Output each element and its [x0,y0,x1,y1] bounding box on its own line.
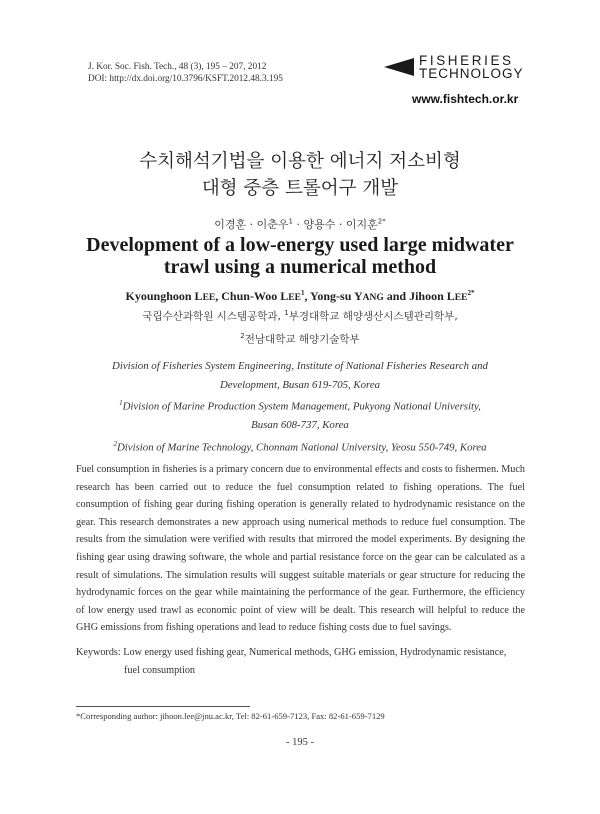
korean-author-4: 이지훈 [345,218,378,231]
page-number: - 195 - [286,737,314,748]
abstract: Fuel consumption in fisheries is a primary concern due to environmental effects and costs to fishermen. Much research has been carried out to reduce the fuel consumption related to fishing operations. The fuel consumption of fishing gear during fishing operation is generally related to hydrodynamic resistance on the gear. This research demonstrates a new approach using numerical methods to reduce fuel consumption. The results from the simulation were verified with results that mirrored the model experiments. By designing the fishing gear using drawing software, the whole and partial resistance force on the gear can be calculated as a result of simulations. The simulation results will suggest suitable materials or gear structure for reducing the hydrodynamic forces on the gear while maintaining the performance of the gear. Furthermore, the efficiency of low energy used trawl as economic point of view will be dealt. This research will helpful to reduce the GHG emissions from fishing operations and lead to reduce fishing costs due to fuel savings. [76,464,525,634]
english-title [0,234,600,278]
korean-author-1: 이경훈 [214,218,247,231]
author-surname: L [194,289,203,303]
author-surname: L [446,289,455,303]
author-separator: · [335,218,346,231]
author-surname: L [280,289,289,303]
affiliation-text: 국립수산과학원 시스템공학과, [142,310,285,323]
author-surname: Y [353,289,363,303]
english-authors [0,289,600,304]
author-name: and Jihoon [383,289,447,303]
journal-url: www.fishtech.or.kr [412,92,519,106]
english-affiliations [0,357,600,457]
affiliation-line: Busan 608-737, Korea [251,419,349,432]
affiliation-line: Development, Busan 619-705, Korea [219,378,381,391]
author-separator: · [246,218,257,231]
journal-citation: J. Kor. Soc. Fish. Tech., 48 (3), 195 – 207, 2012 [88,62,267,72]
author-superscript: 2* [467,289,475,297]
affiliation-line: Division of Fisheries System Engineering, Institute of National Fisheries Research and [112,360,488,372]
author-surname: EE [288,293,301,303]
keywords [76,644,525,679]
logo-line2: TECHNOLOGY [419,66,524,81]
journal-doi: DOI: http://dx.doi.org/10.3796/KSFT.2012.48.3.195 [88,74,283,84]
korean-authors [0,216,600,232]
author-superscript: 1 [288,217,293,226]
author-surname: ANG [362,293,384,303]
affiliation-superscript: 2 [240,331,245,340]
author-surname: EE [202,293,216,303]
journal-logo [384,54,524,108]
author-superscript: 1 [300,289,305,297]
footnote-divider [76,706,250,707]
affiliation-text: 부경대학교 해양생산시스템관리학부, [288,310,458,323]
korean-author-2: 이춘우 [256,218,289,231]
fish-logo-icon [384,58,414,76]
english-title-line1: Development of a low-energy used large midwater [86,234,514,256]
affiliation-superscript: 1 [119,399,123,407]
keywords-label: Keywords: [76,647,124,658]
affiliation-line [0,435,600,457]
journal-citation-block [88,61,283,85]
korean-affiliation-line2 [0,327,600,350]
corresponding-author-footnote: *Corresponding author: jihoon.lee@jnu.ac.kr, Tel: 82-61-659-7123, Fax: 82-61-659-7129 [76,711,385,721]
author-name: , Chun-Woo [215,289,281,303]
affiliation-text: Division of Marine Production System Management, Pukyong National University, [122,400,481,413]
affiliation-text: Division of Marine Technology, Chonnam National University, Yeosu 550-749, Korea [117,441,487,454]
korean-affiliation-line1 [0,304,600,327]
affiliation-superscript: 2 [113,439,117,448]
affiliation-line [0,394,600,416]
author-superscript: 2* [377,217,386,226]
author-separator: · [293,218,304,231]
keywords-line2: fuel consumption [124,664,196,676]
korean-title-line2: 대형 중층 트롤어구 개발 [201,178,399,199]
author-surname: EE [454,293,468,303]
affiliation-text: 전남대학교 해양기술학부 [244,333,360,345]
logo-line1: FISHERIES [419,53,514,68]
author-name: Kyounghoon [125,289,195,303]
korean-title-line1: 수치해석기법을 이용한 에너지 저소비형 [139,151,461,172]
keywords-line1: Low energy used fishing gear, Numerical methods, GHG emission, Hydrodynamic resistance, [123,647,507,658]
english-title-line2: trawl using a numerical method [163,256,437,278]
affiliation-superscript: 1 [284,309,289,317]
korean-affiliations [0,304,600,349]
korean-author-3: 양용수 [303,218,336,231]
author-name: , Yong-su [304,289,354,303]
